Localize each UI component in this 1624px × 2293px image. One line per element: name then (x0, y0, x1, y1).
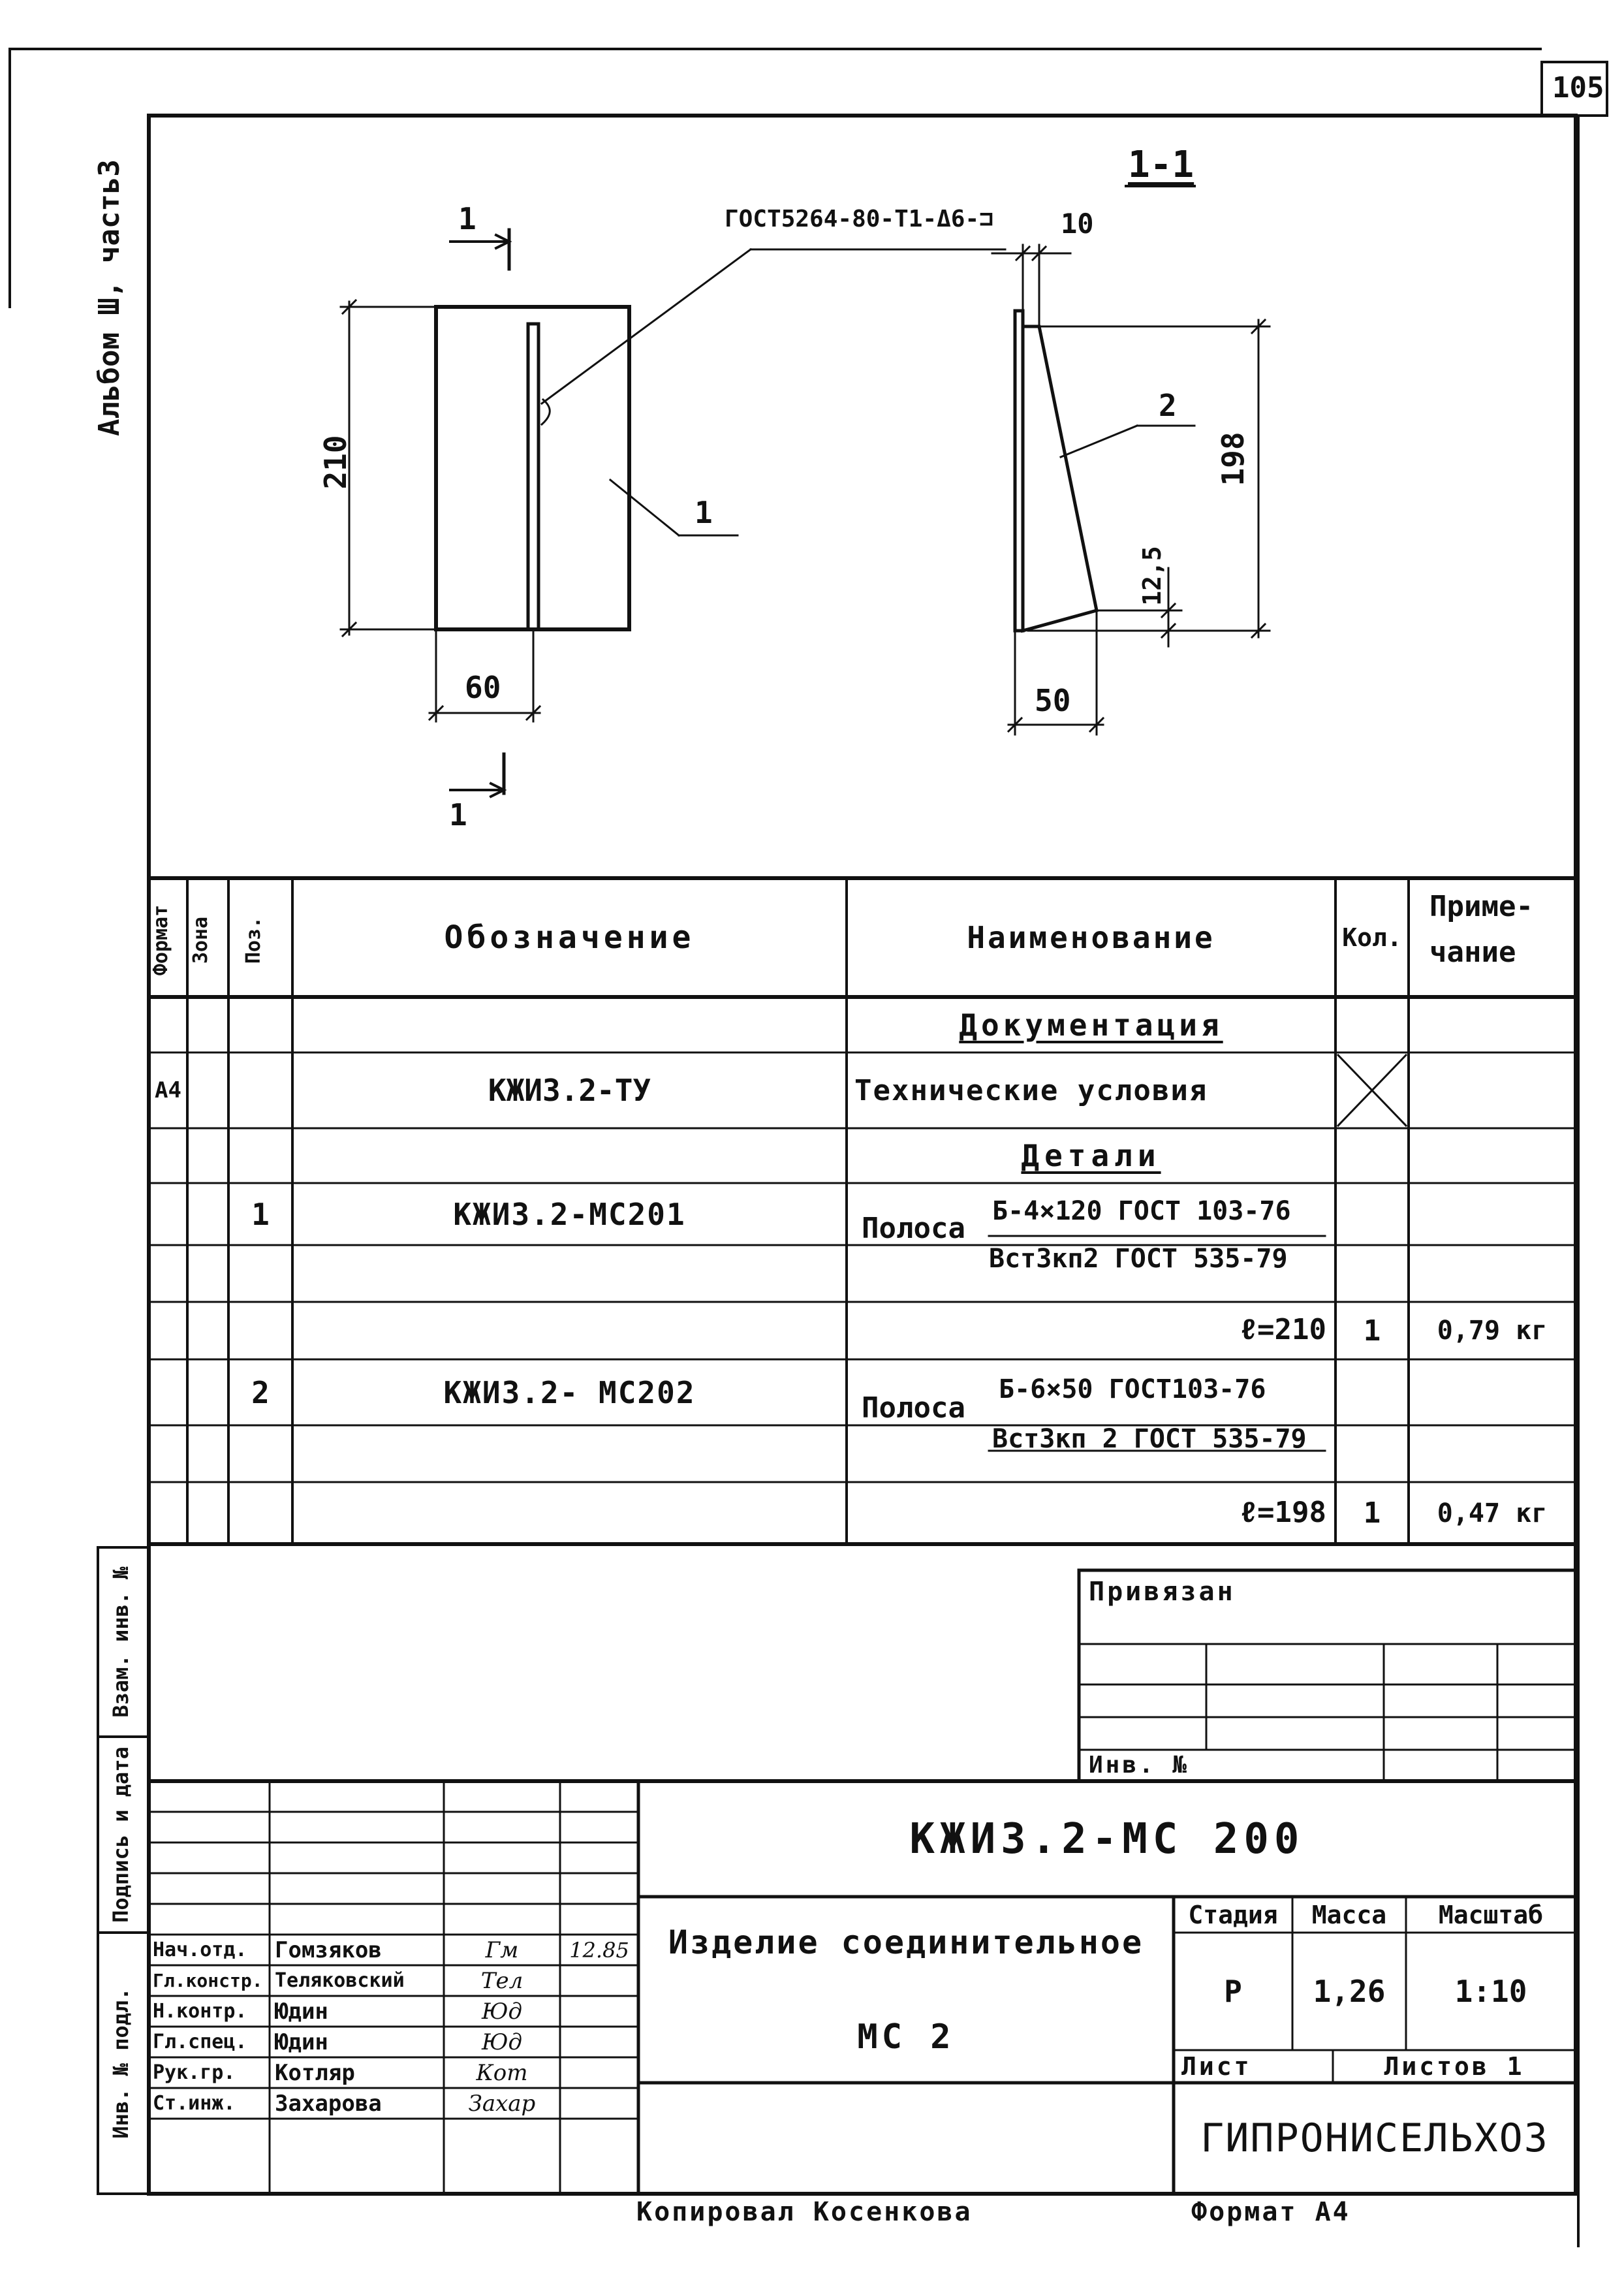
name-6: Захарова (275, 2090, 382, 2117)
header-note-line2: чание (1429, 936, 1516, 969)
role-6: Ст.инж. (153, 2092, 236, 2115)
signature-5: Кот (476, 2059, 528, 2086)
item-1-note: 0,79 кг (1437, 1316, 1548, 1346)
cut-mark-bottom: 1 (449, 797, 467, 832)
mass-value: 1,26 (1313, 1974, 1386, 2009)
item-2-note: 0,47 кг (1437, 1498, 1548, 1528)
side-podpis-data: Подпись и дата (108, 1747, 133, 1923)
role-5: Рук.гр. (153, 2061, 236, 2084)
page-number: 105 (1552, 71, 1604, 104)
doc-designation: КЖИ3.2-ТУ (488, 1073, 651, 1108)
organization: ГИПРОНИСЕЛЬХОЗ (1200, 2115, 1549, 2161)
role-3: Н.контр. (153, 2000, 247, 2023)
signature-4: Юд (481, 2029, 523, 2055)
name-2: Теляковский (275, 1969, 405, 1992)
signature-1: Гм (485, 1937, 519, 1963)
sheet-label: Лист (1181, 2052, 1252, 2081)
signature-2: Тел (480, 1967, 523, 1994)
header-note-line1: Приме- (1429, 890, 1533, 923)
header-qty: Кол. (1342, 923, 1402, 952)
cut-mark-top: 1 (458, 201, 476, 236)
binding-inv-label: Инв. № (1089, 1752, 1190, 1779)
role-4: Гл.спец. (153, 2031, 247, 2053)
sheets-label: Листов 1 (1384, 2052, 1525, 2081)
name-4: Юдин (275, 2029, 328, 2055)
date-1: 12.85 (569, 1937, 629, 1963)
section-parts: Детали (1021, 1138, 1161, 1173)
signature-6: Захар (468, 2090, 536, 2117)
product-title: Изделие соединительное (668, 1923, 1144, 1961)
dim-12-5: 12,5 (1138, 546, 1166, 606)
item-1-pos: 1 (251, 1196, 270, 1232)
dim-210: 210 (318, 435, 353, 490)
item-1-name-bottom: Вст3кп2 ГОСТ 535-79 (989, 1244, 1288, 1274)
scale-label: Масштаб (1438, 1900, 1544, 1929)
scale-value: 1:10 (1454, 1974, 1527, 2009)
binding-title: Привязан (1089, 1577, 1236, 1607)
dim-198: 198 (1215, 432, 1251, 486)
dim-10: 10 (1061, 208, 1094, 240)
item-2-length: ℓ=198 (1240, 1495, 1326, 1529)
copied-by: Копировал Косенкова (636, 2197, 973, 2227)
name-1: Гомзяков (275, 1937, 382, 1963)
section-mark: 1-1 (1128, 144, 1195, 186)
item-2-name-prefix: Полоса (862, 1391, 965, 1425)
item-1-name-top: Б-4×120 ГОСТ 103-76 (992, 1196, 1291, 1226)
role-2: Гл.констр. (153, 1970, 263, 1991)
name-3: Юдин (275, 1998, 328, 2025)
callout-1: 1 (695, 495, 713, 530)
header-pos: Поз. (242, 916, 265, 964)
dim-50: 50 (1035, 683, 1071, 718)
header-format: Формат (149, 904, 172, 976)
side-vzam-inv: Взам. инв. № (108, 1566, 133, 1718)
header-zone: Зона (189, 916, 212, 964)
item-2-name-top: Б-6×50 ГОСТ103-76 (999, 1374, 1266, 1404)
item-1-name-prefix: Полоса (862, 1212, 965, 1245)
header-designation: Обозначение (444, 919, 695, 956)
item-1-qty: 1 (1363, 1314, 1381, 1348)
item-1-length: ℓ=210 (1240, 1313, 1326, 1346)
album-label: Альбом Ш, часть3 (93, 159, 126, 436)
stage-label: Стадия (1188, 1900, 1278, 1929)
item-2-designation: КЖИ3.2- МС202 (443, 1374, 696, 1410)
item-1-designation: КЖИ3.2-МС201 (453, 1196, 686, 1232)
doc-format: А4 (155, 1077, 181, 1103)
document-code: КЖИ3.2-МС 200 (909, 1814, 1305, 1863)
product-code: МС 2 (857, 2017, 955, 2057)
item-2-pos: 2 (251, 1374, 270, 1410)
mass-label: Масса (1311, 1900, 1387, 1929)
role-1: Нач.отд. (153, 1938, 247, 1961)
stage-value: Р (1224, 1974, 1242, 2009)
signature-3: Юд (481, 1998, 523, 2025)
item-2-qty: 1 (1363, 1496, 1381, 1530)
name-5: Котляр (275, 2059, 355, 2086)
section-documentation: Документация (959, 1007, 1223, 1043)
dim-60: 60 (465, 670, 501, 705)
doc-name: Технические условия (854, 1073, 1208, 1107)
item-2-name-bottom: Вст3кп 2 ГОСТ 535-79 (992, 1424, 1307, 1454)
side-inv-podl: Инв. № подл. (108, 1987, 133, 2139)
footer-format: Формат А4 (1191, 2197, 1351, 2227)
callout-2: 2 (1159, 388, 1177, 423)
weld-note: ГОСТ5264-80-Т1-Δ6-⊐ (725, 206, 993, 232)
header-name: Наименование (967, 920, 1215, 955)
